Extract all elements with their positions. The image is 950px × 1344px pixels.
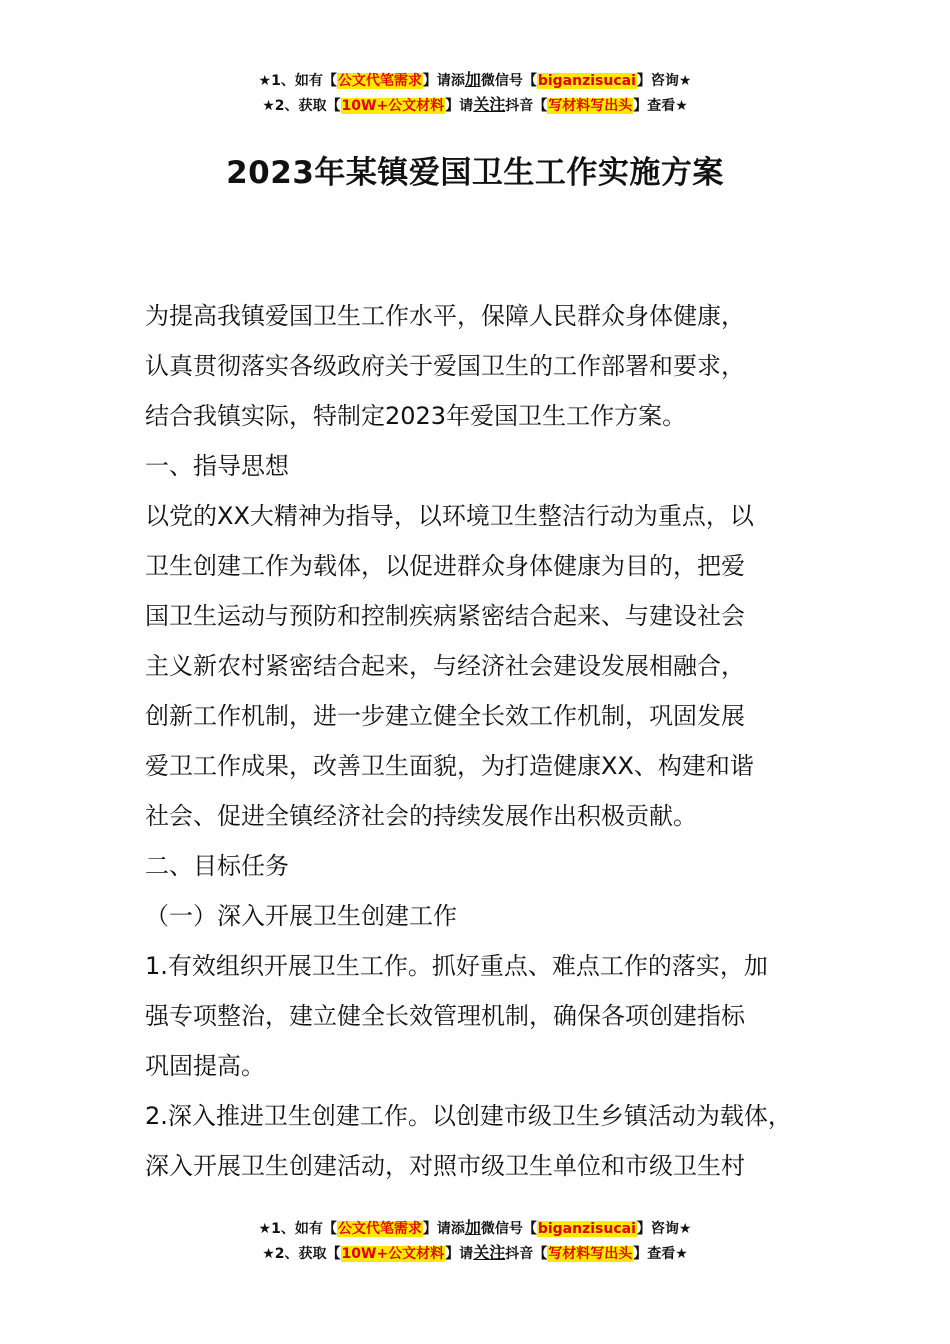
promo-text: ★1、如有【 [258,73,337,89]
promo-text: 】咨询★ [636,73,692,89]
promo-highlight-wechat-id: biganzisucai [537,1221,636,1237]
promo-emphasis: 关注 [473,95,506,114]
document-title: 2023年某镇爱国卫生工作实施方案 [226,155,724,191]
promo-text: ★2、获取【 [262,1246,341,1262]
promo-line-1 [0,1216,950,1241]
promo-highlight-douyin: 写材料写出头 [548,1246,633,1262]
body-line: 卫生创建工作为载体，以促进群众身体健康为目的，把爱 [145,552,745,580]
promo-text: ★2、获取【 [262,98,341,114]
promo-text: 抖音【 [505,1246,548,1262]
body-line: 国卫生运动与预防和控制疾病紧密结合起来、与建设社会 [145,602,745,630]
promo-emphasis: 加 [464,70,481,89]
body-line: 创新工作机制，进一步建立健全长效工作机制，巩固发展 [145,702,745,730]
promo-text: 抖音【 [505,98,548,114]
promo-text: 微信号【 [480,1221,537,1237]
body-line: 强专项整治，建立健全长效管理机制，确保各项创建指标 [145,1002,745,1030]
body-line: 为提高我镇爱国卫生工作水平，保障人民群众身体健康， [145,302,745,330]
body-line: 2.深入推进卫生创建工作。以创建市级卫生乡镇活动为载体， [145,1102,792,1130]
body-line: 深入开展卫生创建活动，对照市级卫生单位和市级卫生村 [145,1152,745,1180]
promo-text: ★1、如有【 [258,1221,337,1237]
promo-highlight-service: 公文代笔需求 [337,73,422,89]
body-line: 社会、促进全镇经济社会的持续发展作出积极贡献。 [145,802,697,830]
promo-highlight-materials: 10W+公文材料 [341,1246,445,1262]
promo-line-1 [0,68,950,93]
promo-text: 】咨询★ [636,1221,692,1237]
header-promo-banner [0,68,950,118]
section-heading: 一、指导思想 [145,452,289,480]
promo-text: 】请添 [422,73,465,89]
subsection-heading: （一）深入开展卫生创建工作 [145,902,457,930]
promo-highlight-materials: 10W+公文材料 [341,98,445,114]
promo-emphasis: 关注 [473,1243,506,1262]
body-line: 认真贯彻落实各级政府关于爱国卫生的工作部署和要求， [145,352,745,380]
promo-text: 】请 [445,1246,474,1262]
promo-text: 】请添 [422,1221,465,1237]
promo-highlight-douyin: 写材料写出头 [548,98,633,114]
promo-line-2 [0,1241,950,1266]
promo-emphasis: 加 [464,1218,481,1237]
promo-text: 】请 [445,98,474,114]
body-line: 巩固提高。 [145,1052,265,1080]
section-heading: 二、目标任务 [145,852,289,880]
body-line: 以党的XX大精神为指导，以环境卫生整洁行动为重点，以 [145,502,754,530]
footer-promo-banner [0,1216,950,1266]
promo-highlight-wechat-id: biganzisucai [537,73,636,89]
document-body [145,291,835,1191]
promo-line-2 [0,93,950,118]
body-line: 1.有效组织开展卫生工作。抓好重点、难点工作的落实，加 [145,952,768,980]
promo-text: 】查看★ [633,98,688,114]
promo-text: 】查看★ [633,1246,688,1262]
body-line: 主义新农村紧密结合起来，与经济社会建设发展相融合， [145,652,745,680]
body-line: 爱卫工作成果，改善卫生面貌，为打造健康XX、构建和谐 [145,752,754,780]
promo-text: 微信号【 [480,73,537,89]
promo-highlight-service: 公文代笔需求 [337,1221,422,1237]
body-line: 结合我镇实际，特制定2023年爱国卫生工作方案。 [145,402,687,430]
